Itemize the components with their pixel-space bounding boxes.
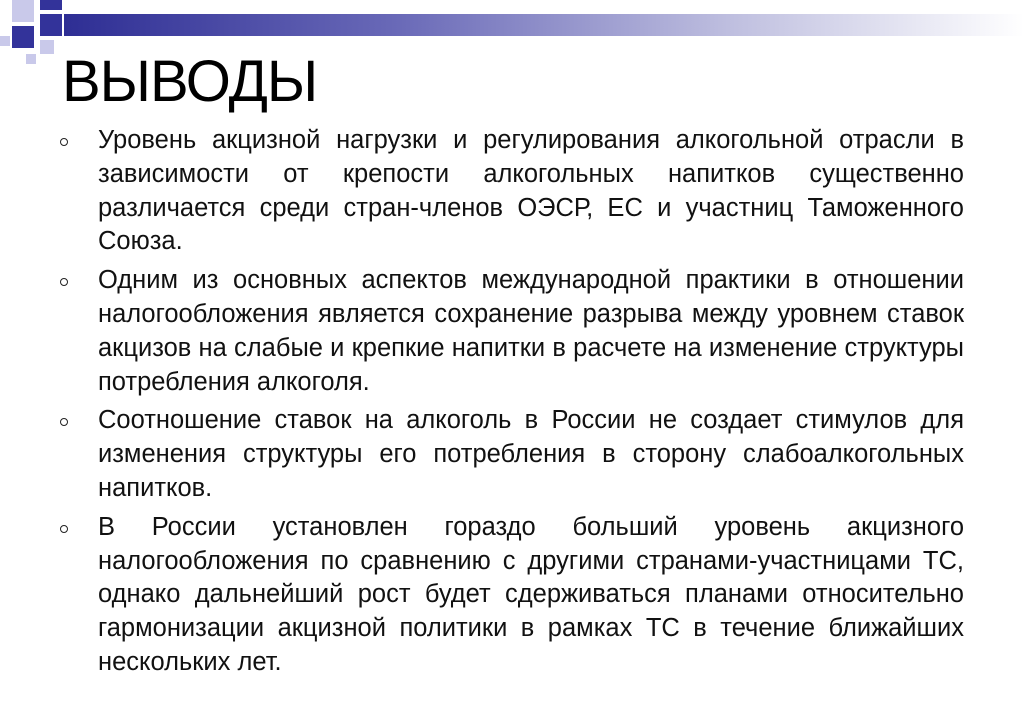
bullet-list xyxy=(60,124,964,685)
decor-square-light xyxy=(26,54,36,64)
hollow-circle-icon xyxy=(60,138,68,146)
decor-square-dark xyxy=(12,26,34,48)
bullet-item xyxy=(60,511,964,680)
bullet-item xyxy=(60,404,964,505)
slide-title: ВЫВОДЫ xyxy=(62,49,318,114)
decor-square-dark xyxy=(40,14,62,36)
header-gradient-bar xyxy=(64,14,1024,36)
decor-square-light xyxy=(0,36,10,46)
decor-square-light xyxy=(12,0,34,22)
bullet-text: Одним из основных аспектов международной практики в отношении налогообложения является сохранение разрыва между уровнем ставок акцизов на слабые и крепкие напитки в расчете на изменение структуры потребления алкоголя. xyxy=(98,266,964,396)
hollow-circle-icon xyxy=(60,278,68,286)
bullet-text: Уровень акцизной нагрузки и регулирования алкогольной отрасли в зависимости от крепости алкогольных напитков существенно различается среди стран-членов ОЭСР, ЕС и участниц Таможенного Союза. xyxy=(98,126,964,256)
decor-square-dark xyxy=(40,0,62,10)
bullet-item xyxy=(60,124,964,259)
bullet-text: Соотношение ставок на алкоголь в России не создает стимулов для изменения структуры его потребления в сторону слабоалкогольных напитков. xyxy=(98,406,964,502)
decor-square-light xyxy=(40,40,54,54)
bullet-item xyxy=(60,264,964,399)
bullet-text: В России установлен гораздо больший уровень акцизного налогообложения по сравнению с другими странами-участницами ТС, однако дальнейший рост будет сдерживаться планами относительно гармонизации акцизной политики в рамках ТС в течение ближайших нескольких лет. xyxy=(98,512,964,676)
hollow-circle-icon xyxy=(60,525,68,533)
hollow-circle-icon xyxy=(60,418,68,426)
